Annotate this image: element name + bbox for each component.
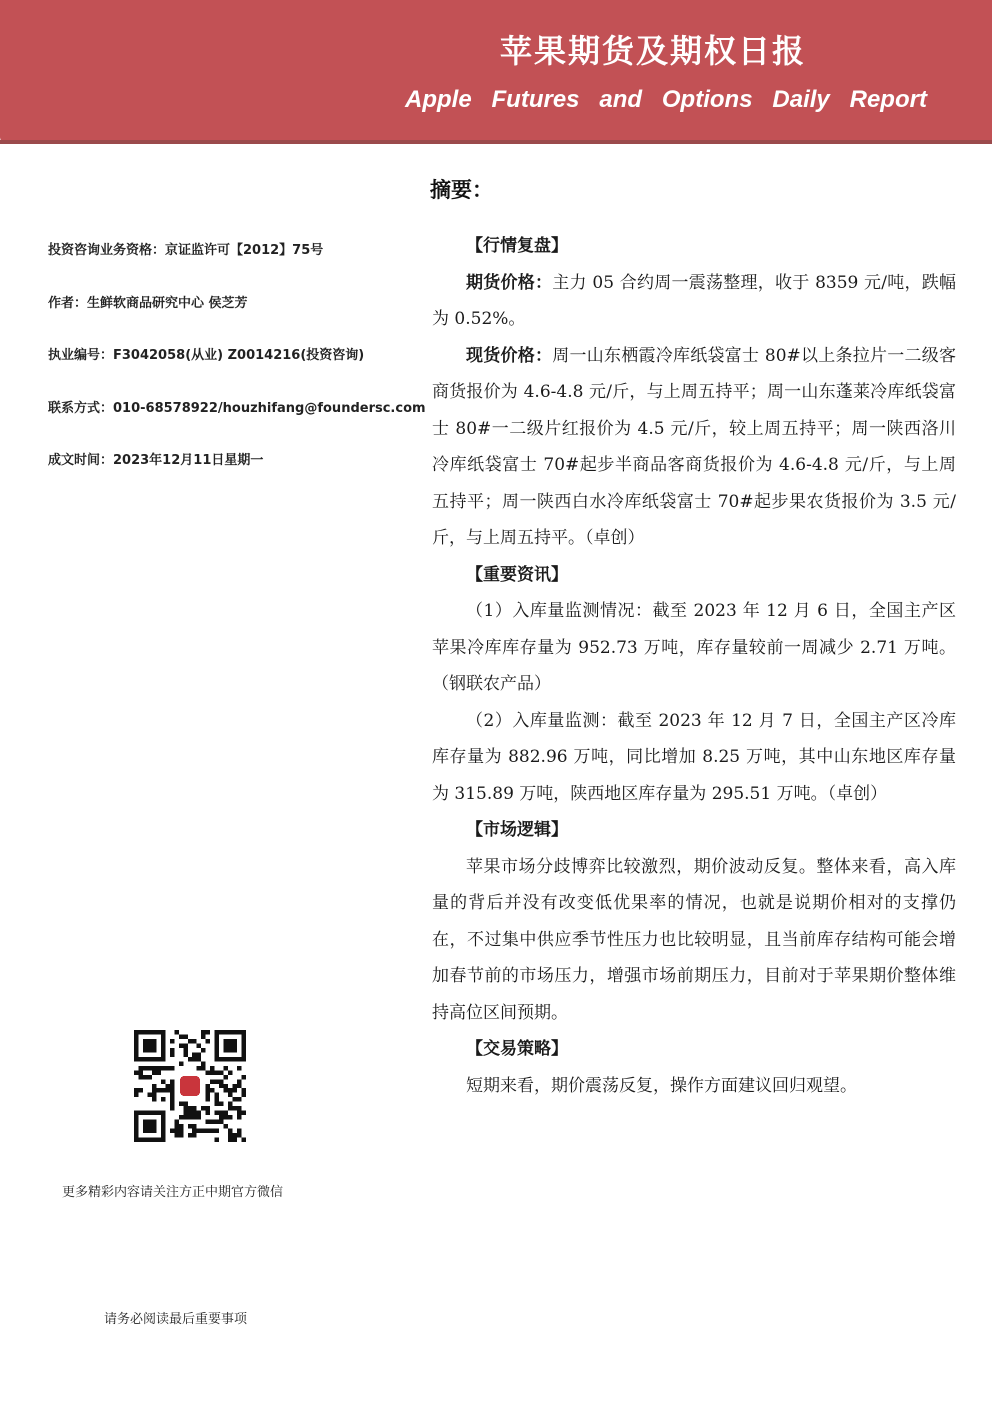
contact-line: 联系方式：010-68578922/houzhifang@foundersc.com (48, 400, 426, 416)
title-en-word: Apple (405, 86, 472, 113)
date-line: 成文时间：2023年12月11日星期一 (48, 453, 264, 468)
market-review-heading: 【行情复盘】 (466, 236, 568, 256)
title-en-word: Options (661, 86, 753, 113)
news-item: （2）入库量监测：截至 2023 年 12 月 7 日，全国主产区冷库库存量为 882.96 万吨，同比增加 8.25 万吨，其中山东地区库存量为 315.89 万吨，陕西地区库存量为 295.51 万吨。（卓创） (432, 710, 956, 804)
summary-body (432, 228, 956, 1104)
license-line: 执业编号：F3042058(从业) Z0014216(投资咨询) (48, 348, 365, 363)
wechat-qr-code (134, 1030, 246, 1142)
title-en-word: Futures (491, 86, 580, 113)
spot-price-label: 现货价格： (466, 345, 553, 366)
futures-price-paragraph (432, 265, 956, 338)
qualification-line: 投资咨询业务资格：京证监许可【2012】75号 (48, 243, 324, 258)
report-meta (48, 244, 428, 507)
report-title-cn: 苹果期货及期权日报 (500, 32, 807, 70)
futures-price-label: 期货价格： (466, 272, 553, 293)
market-logic-text: 苹果市场分歧博弈比较激烈，期价波动反复。整体来看，高入库量的背后并没有改变低优果率的情况，也就是说期价相对的支撑仍在，不过集中供应季节性压力也比较明显，且当前库存结构可能会增加春节前的市场压力，增强市场前期压力，目前对于苹果期价整体维持高位区间预期。 (432, 856, 956, 1023)
summary-heading: 摘要： (430, 178, 493, 202)
spot-price-paragraph (432, 338, 956, 557)
header-banner (0, 0, 992, 143)
report-title-en (405, 86, 927, 114)
read-notice: 请务必阅读最后重要事项 (104, 1312, 248, 1327)
title-en-word: and (599, 86, 643, 113)
brand-logo-icon (180, 1076, 200, 1096)
author-line: 作者：生鲜软商品研究中心 侯芝芳 (48, 295, 248, 311)
market-logic-heading: 【市场逻辑】 (466, 820, 568, 840)
qr-caption: 更多精彩内容请关注方正中期官方微信 (62, 1185, 284, 1200)
spot-price-text: 周一山东栖霞冷库纸袋富士 80#以上条拉片一二级客商货报价为 4.6-4.8 元/斤，与上周五持平；周一山东蓬莱冷库纸袋富士 80#一二级片红报价为 4.5 元/斤，较上周五持平；周一陕西洛川冷库纸袋富士 70#起步半商品客商货报价为 4.6-4.8 元/斤，与上周五持平；周一陕西白水冷库纸袋富士 70#起步果农货报价为 3.5 元/斤，与上周五持平。（卓创） (432, 345, 957, 548)
news-heading: 【重要资讯】 (466, 564, 568, 585)
trading-strategy-text: 短期来看，期价震荡反复，操作方面建议回归观望。 (466, 1075, 857, 1096)
title-en-word: Report (849, 86, 927, 113)
trading-strategy-heading: 【交易策略】 (466, 1039, 568, 1059)
header-banner-edge (0, 140, 992, 144)
title-en-word: Daily (772, 86, 830, 113)
futures-price-text: 主力 05 合约周一震荡整理，收于 8359 元/吨，跌幅为 0.52%。 (432, 272, 956, 329)
news-item: （1）入库量监测情况：截至 2023 年 12 月 6 日，全国主产区苹果冷库库存量为 952.73 万吨，库存量较前一周减少 2.71 万吨。（钢联农产品） (432, 601, 956, 694)
